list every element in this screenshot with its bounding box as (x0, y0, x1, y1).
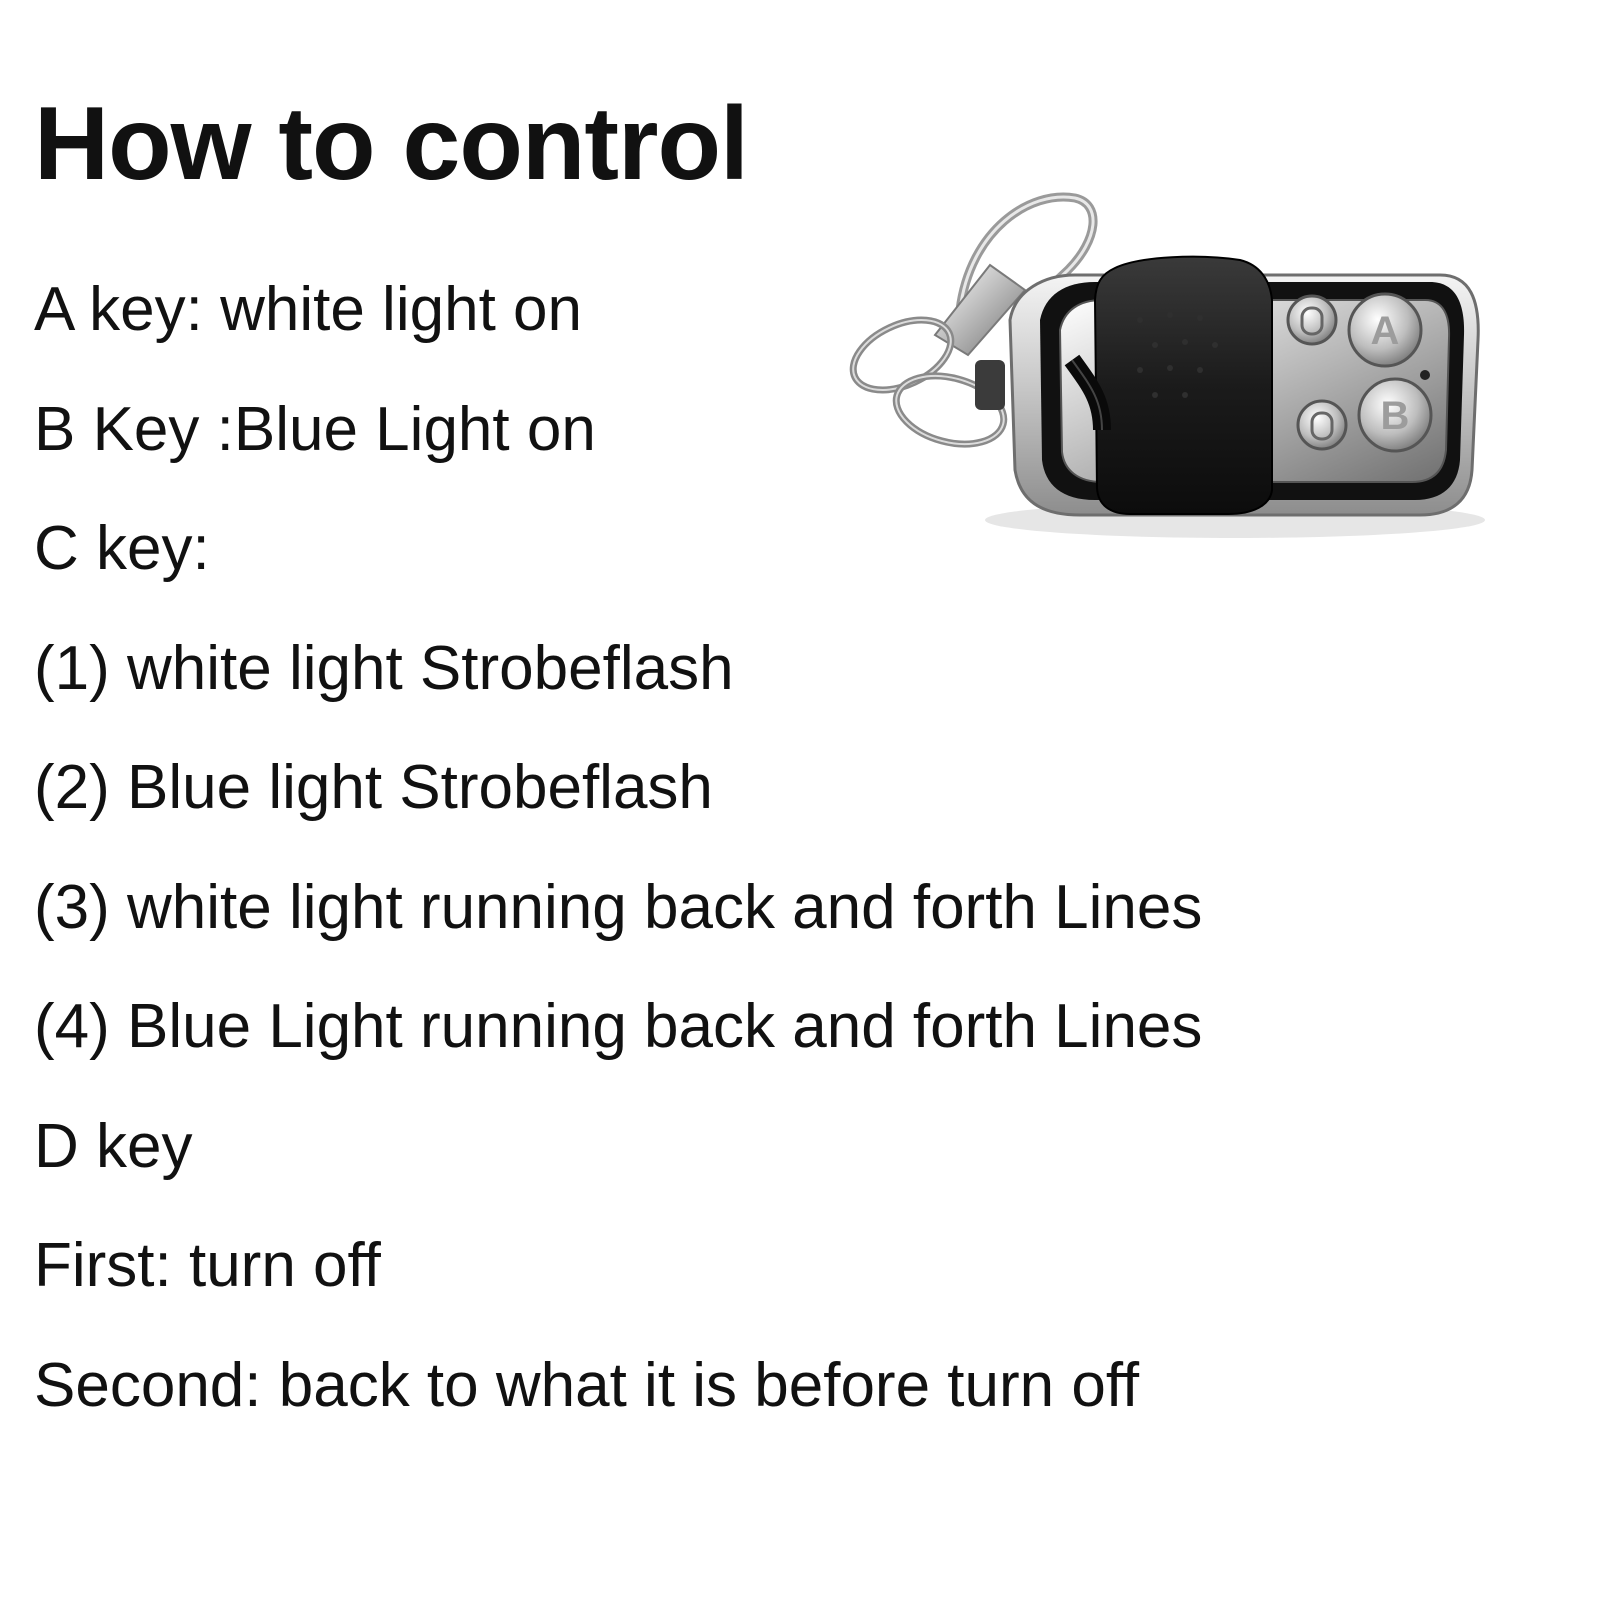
instruction-c-mode-3: (3) white light running back and forth Lines (34, 872, 1203, 942)
instruction-d-first: First: turn off (34, 1231, 381, 1300)
instruction-a-key: A key: white light on (34, 275, 582, 344)
instruction-c-key: C key: (34, 514, 210, 583)
instruction-b-key: B Key :Blue Light on (34, 394, 596, 464)
remote-control-image (840, 170, 1500, 570)
page-title: How to control (34, 86, 748, 202)
instruction-d-key: D key (34, 1111, 193, 1181)
svg-text:A: A (1370, 309, 1400, 353)
instruction-c-mode-4: (4) Blue Light running back and forth Lines (34, 992, 1203, 1061)
instruction-c-mode-2: (2) Blue light Strobeflash (34, 753, 713, 822)
remote-button-d (1298, 401, 1346, 449)
remote-button-b (1359, 379, 1431, 451)
slide-cover (1095, 257, 1272, 514)
instruction-c-mode-1: (1) white light Strobeflash (34, 633, 734, 703)
remote-button-c (1288, 296, 1336, 344)
remote-button-a (1349, 294, 1421, 366)
instruction-d-second: Second: back to what it is before turn off (34, 1350, 1140, 1420)
svg-text:B: B (1380, 394, 1410, 438)
led-indicator (1420, 370, 1430, 380)
